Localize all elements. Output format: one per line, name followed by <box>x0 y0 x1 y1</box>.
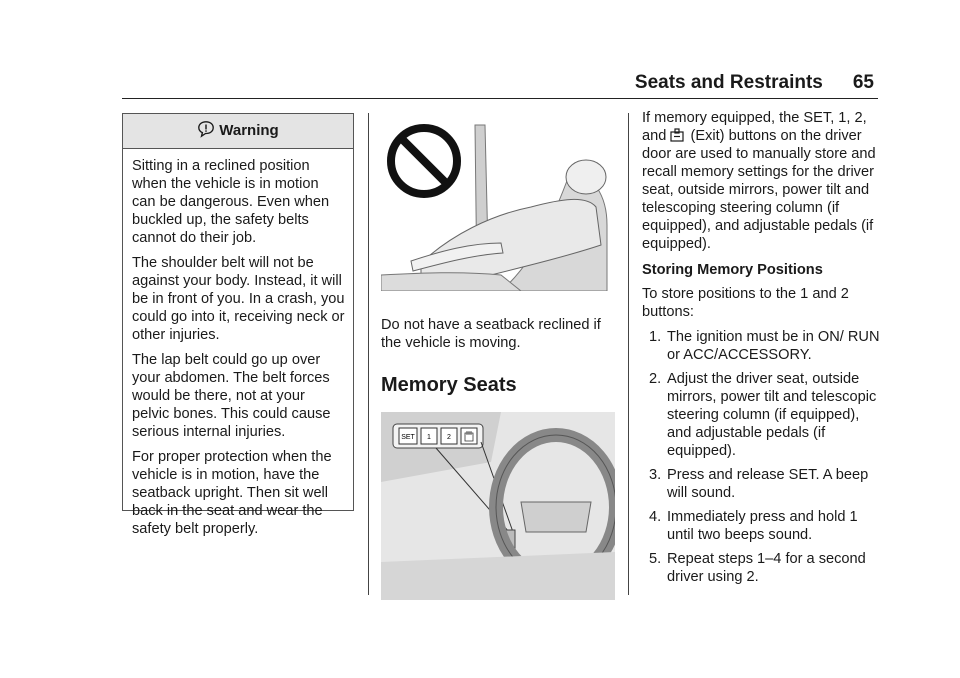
warning-title: Warning <box>219 122 279 139</box>
list-item <box>642 550 882 586</box>
step-number: 3. <box>649 467 662 483</box>
reclined-seat-illustration <box>381 115 615 291</box>
step-text: Press and release SET. A beep will sound. <box>667 467 869 501</box>
intro-paragraph <box>642 109 882 253</box>
step-number: 5. <box>649 551 662 567</box>
warning-paragraph: The lap belt could go up over your abdomen. The belt forces would be there, not at your pelvic bones. This could cause serious internal injuries. <box>132 352 331 440</box>
column-divider <box>628 113 629 595</box>
warning-paragraph: Sitting in a reclined position when the vehicle is in motion can be dangerous. Even when buckled up, the safety belts cannot do their job. <box>132 158 330 246</box>
warning-box <box>122 113 354 537</box>
step-number: 2. <box>649 371 662 387</box>
section-title: Seats and Restraints <box>634 72 823 93</box>
step-text: The ignition must be in ON/ RUN or ACC/ACCESSORY. <box>667 329 880 363</box>
warning-title-bar <box>123 114 353 149</box>
page-number: 65 <box>852 72 874 93</box>
header-rule <box>122 98 878 99</box>
step-text: Immediately press and hold 1 until two beeps sound. <box>667 509 858 543</box>
subheading: Storing Memory Positions <box>642 262 823 278</box>
warning-paragraph: For proper protection when the vehicle is in motion, have the seatback upright. Then sit well back in the seat and wear the safety belt properly. <box>132 449 332 537</box>
middle-column <box>381 115 615 605</box>
exit-icon <box>670 128 684 142</box>
memory-1-button-label: 1 <box>427 434 431 441</box>
memory-seat-controls-illustration <box>381 412 615 600</box>
list-item <box>642 508 882 544</box>
intro-text-end: (Exit) buttons on the driver door are used to manually store and recall memory settings for the driver seat, outside mirrors, power tilt and telescoping steering column (if equipped), and adjustable pedals (if equipped). <box>642 128 876 252</box>
step-text: Adjust the driver seat, outside mirrors, power tilt and telescopic steering column (if equipped), and adjustable pedals (if equipped). <box>667 371 877 459</box>
list-item <box>642 466 882 502</box>
right-column <box>642 109 882 592</box>
illustration-caption: Do not have a seatback reclined if the vehicle is moving. <box>381 317 601 351</box>
step-number: 4. <box>649 509 662 525</box>
list-item <box>642 328 882 364</box>
step-text: Repeat steps 1–4 for a second driver using 2. <box>667 551 866 585</box>
page-header <box>635 72 874 94</box>
warning-speech-icon <box>197 120 215 138</box>
step-number: 1. <box>649 329 662 345</box>
intro-text-start: If memory equipped, the SET, 1, 2, and <box>642 110 867 144</box>
warning-paragraph: The shoulder belt will not be against your body. Instead, it will be in front of you. In a crash, you could go into it, receiving neck or other injuries. <box>132 255 345 343</box>
column-divider <box>368 113 369 595</box>
section-heading: Memory Seats <box>381 374 517 396</box>
memory-2-button-label: 2 <box>447 434 451 441</box>
set-button-label: SET <box>401 434 415 441</box>
steps-list <box>642 328 882 586</box>
lead-text: To store positions to the 1 and 2 buttons: <box>642 286 849 320</box>
list-item <box>642 370 882 460</box>
